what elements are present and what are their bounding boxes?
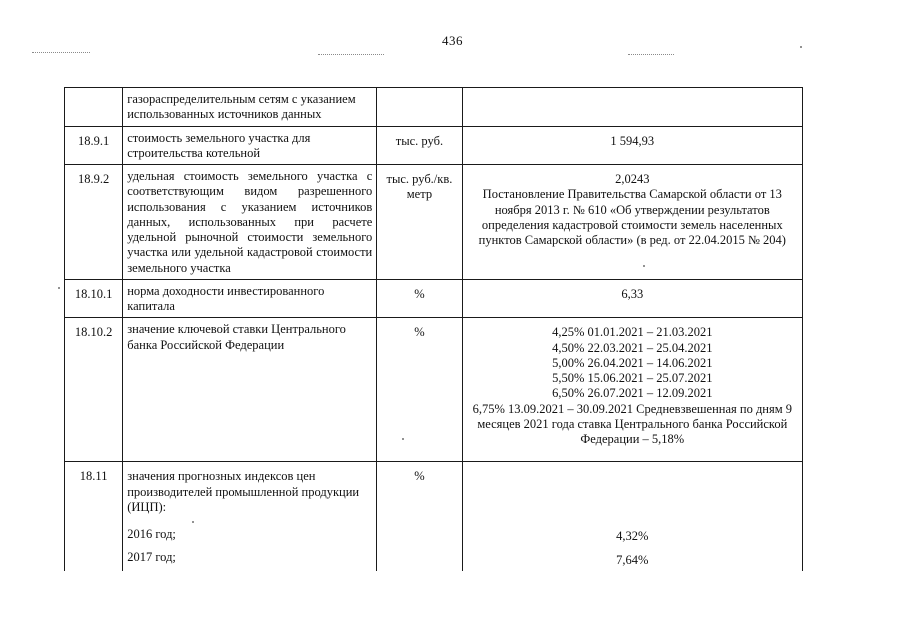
row-number: 18.9.2 [65,165,123,280]
table-row [65,279,803,318]
row-value [462,318,802,462]
year-value: 4,32% [616,529,649,544]
rate-period: 4,50% 22.03.2021 – 25.04.2021 [552,340,713,355]
year-label: 2016 год; [127,527,176,541]
row-unit [377,88,462,127]
rate-period: 6,50% 26.07.2021 – 12.09.2021 [552,386,713,401]
table-row [65,126,803,165]
row-value [462,462,802,571]
row-unit: тыс. руб./кв. метр [377,165,462,280]
indicator-table [64,87,803,571]
row-unit: % [377,279,462,318]
scan-artifact-top-mid [318,54,384,56]
table-row [65,462,803,571]
rate-period-weighted: 6,75% 13.09.2021 – 30.09.2021 Средневзвешенная по дням 9 месяцев 2021 года ставка Центрального банка Российской Федерации – 5,18% [472,401,793,446]
table-row [65,318,803,462]
value-source-text: Постановление Правительства Самарской области от 13 ноября 2013 г. № 610 «Об утверждении результатов определения кадастровой стоимости земель населенных пунктов Самарской области» (в ред. от 22.04.2015 № 204) [478,187,786,247]
row-value [462,88,802,127]
row-value [462,165,802,280]
scan-speck [800,46,802,48]
table-row [65,165,803,280]
value-text: 6,33 [621,286,644,301]
row-description: норма доходности инвестированного капитала [123,279,377,318]
row-unit: % [377,318,462,462]
year-value: 7,64% [616,552,649,567]
rate-period: 5,00% 26.04.2021 – 14.06.2021 [552,355,713,370]
scan-artifact-top-left [32,52,90,54]
row-description: значение ключевой ставки Центрального банка Российской Федерации [123,318,377,462]
value-text: 2,0243 [615,172,650,186]
rate-period: 4,25% 01.01.2021 – 21.03.2021 [552,325,713,340]
row-number: 18.9.1 [65,126,123,165]
year-label: 2017 год; [127,550,176,565]
indices-heading: значения прогнозных индексов цен производителей промышленной продукции (ИЦП): [127,469,360,514]
scan-speck [58,287,60,289]
row-unit: % [377,462,462,571]
row-number: 18.10.1 [65,279,123,318]
row-description [123,462,377,571]
scan-artifact-top-right [628,54,674,56]
row-value [462,126,802,165]
row-description: стоимость земельного участка для строительства котельной [123,126,377,165]
table-row [65,88,803,127]
row-unit: тыс. руб. [377,126,462,165]
row-number: 18.11 [65,462,123,571]
row-value [462,279,802,318]
page-number: 436 [442,33,463,48]
value-text: 1 594,93 [610,133,655,148]
rate-period: 5,50% 15.06.2021 – 25.07.2021 [552,371,713,385]
row-number: 18.10.2 [65,318,123,462]
row-number [65,88,123,127]
row-description: удельная стоимость земельного участка с соответствующим видом разрешенного использования с указанием источников данных, использованных при расчете удельной рыночной стоимости земельного участка или удельной кадастровой стоимости земельного участка [123,165,377,280]
row-description: газораспределительным сетям с указанием использованных источников данных [123,88,377,127]
